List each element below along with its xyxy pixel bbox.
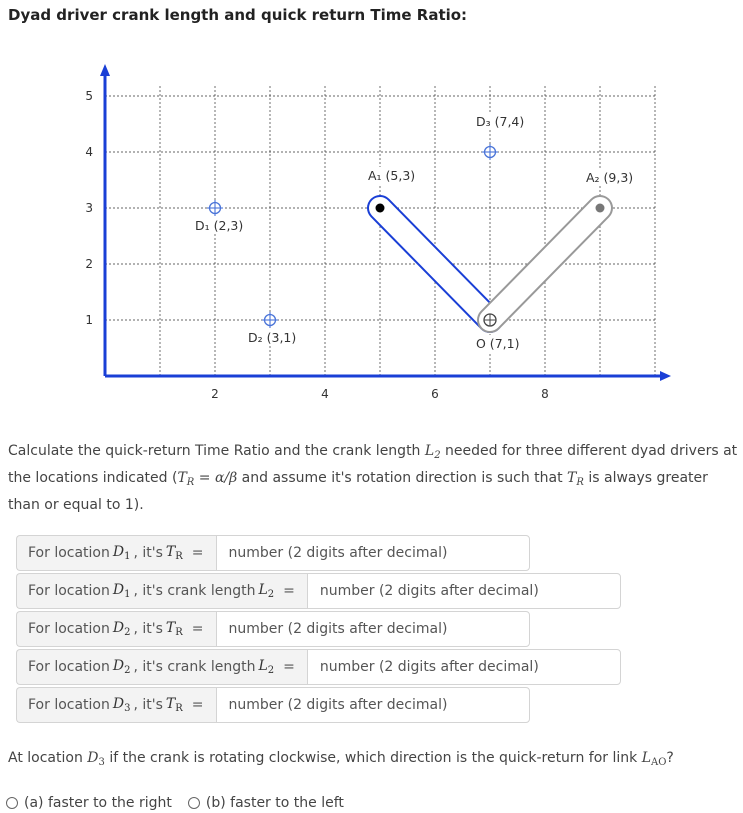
question-label: For location $D_1$ , it's crank length $L_2$ = <box>16 573 307 609</box>
x-tick-label: 2 <box>211 387 219 401</box>
question-row <box>16 687 530 723</box>
point-label-D1: D₁ (2,3) <box>195 218 244 233</box>
question-row <box>16 573 621 609</box>
problem-description: Calculate the quick-return Time Ratio and the crank length $L_2$ needed for three different dyad drivers at the locations indicated ($T_R = \alpha/\beta$ and assume it's rotation direction is such that $T_R$ is always greater than or equal to 1). <box>8 443 738 513</box>
point-A1 <box>376 204 385 213</box>
question-row <box>16 535 530 571</box>
question-label: For location $D_1$ , it's $T_R$ = <box>16 535 216 571</box>
answer-input[interactable]: number (2 digits after decimal) <box>307 573 621 609</box>
question-row <box>16 611 530 647</box>
y-tick-label: 5 <box>85 89 93 103</box>
radio-circle-icon[interactable] <box>188 797 200 809</box>
option-faster-right[interactable]: (a) faster to the right <box>6 795 172 811</box>
y-axis-arrow <box>100 64 110 76</box>
y-tick-label: 1 <box>85 313 93 327</box>
x-axis-arrow <box>660 371 671 381</box>
x-tick-label: 4 <box>321 387 329 401</box>
answer-input[interactable]: number (2 digits after decimal) <box>216 611 530 647</box>
dyad-plot <box>0 40 743 420</box>
point-label-A2: A₂ (9,3) <box>586 170 634 185</box>
page-title: Dyad driver crank length and quick return Time Ratio: <box>8 6 468 24</box>
answer-input[interactable]: number (2 digits after decimal) <box>216 535 530 571</box>
direction-options <box>6 795 360 811</box>
question-label: For location $D_3$ , it's $T_R$ = <box>16 687 216 723</box>
point-label-A1: A₁ (5,3) <box>368 168 416 183</box>
answer-input[interactable]: number (2 digits after decimal) <box>216 687 530 723</box>
point-label-O: O (7,1) <box>476 336 520 351</box>
point-label-D2: D₂ (3,1) <box>248 330 297 345</box>
question-row <box>16 649 621 685</box>
y-tick-label: 3 <box>85 201 93 215</box>
y-tick-label: 2 <box>85 257 93 271</box>
point-A2 <box>596 204 605 213</box>
question-label: For location $D_2$ , it's crank length $L_2$ = <box>16 649 307 685</box>
point-label-D3: D₃ (7,4) <box>476 114 525 129</box>
radio-circle-icon[interactable] <box>6 797 18 809</box>
direction-question: At location $D_3$ if the crank is rotating clockwise, which direction is the quick-return for link $L_{AO}$? <box>8 750 674 768</box>
x-tick-label: 8 <box>541 387 549 401</box>
answer-input[interactable]: number (2 digits after decimal) <box>307 649 621 685</box>
question-label: For location $D_2$ , it's $T_R$ = <box>16 611 216 647</box>
option-faster-left[interactable]: (b) faster to the left <box>188 795 344 811</box>
x-tick-label: 6 <box>431 387 439 401</box>
y-tick-label: 4 <box>85 145 93 159</box>
